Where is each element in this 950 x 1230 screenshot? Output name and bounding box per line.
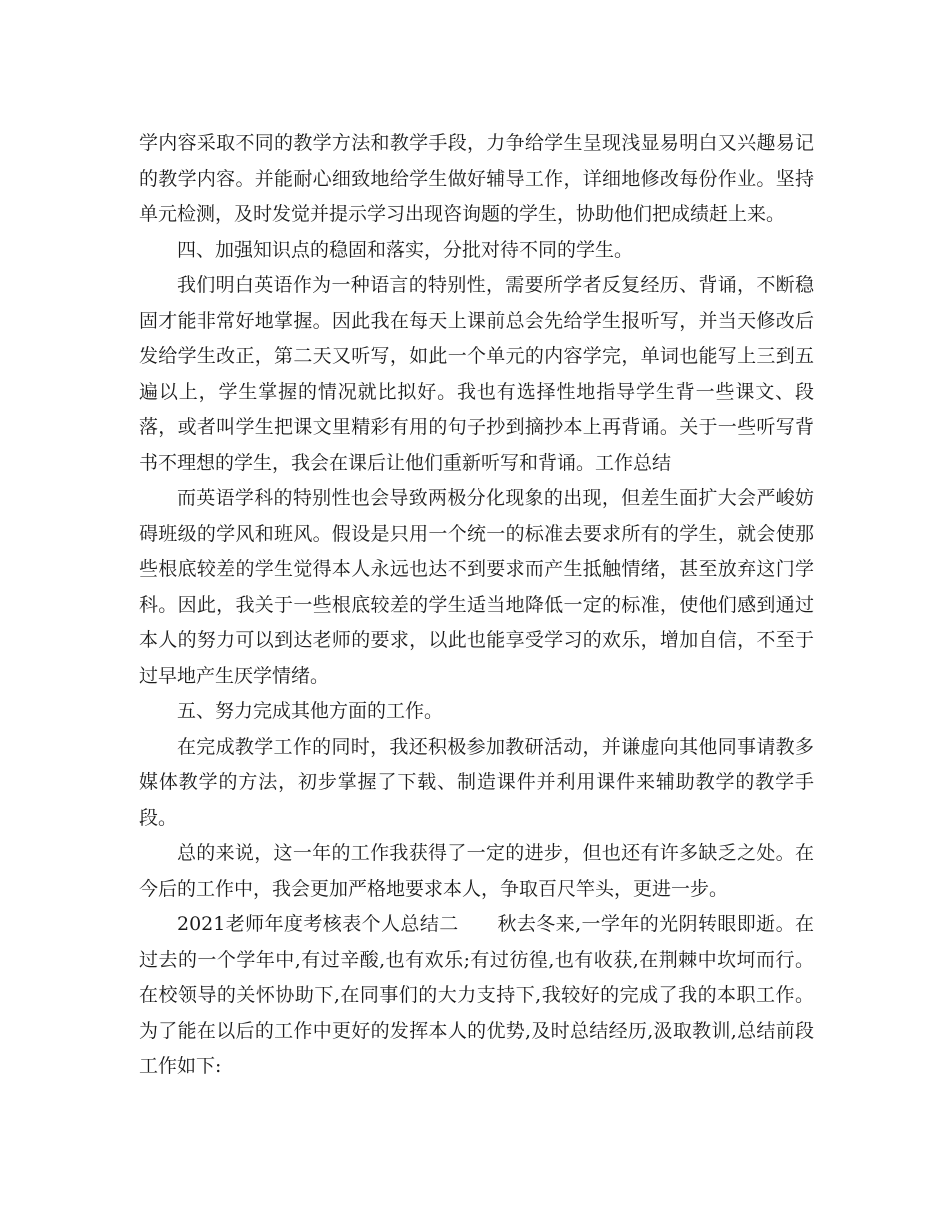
paragraph: 总的来说，这一年的工作我获得了一定的进步，但也还有许多缺乏之处。在今后的工作中，我会更加严格地要求本人，争取百尺竿头，更进一步。 — [139, 842, 814, 900]
section-heading: 五、努力完成其他方面的工作。 — [177, 700, 444, 722]
paragraph: 我们明白英语作为一种语言的特别性，需要所学者反复经历、背诵，不断稳固才能非常好地掌握。因此我在每天上课前总会先给学生报听写，并当天修改后发给学生改正，第二天又听写，如此一个单元的内容学完，单词也能写上三到五遍以上，学生掌握的情况就比拟好。我也有选择性地指导学生背一些课文、段落，或者叫学生把课文里精彩有用的句子抄到摘抄本上再背诵。关于一些听写背书不理想的学生，我会在课后让他们重新听写和背诵。工作总结 — [139, 274, 814, 474]
paragraph: 而英语学科的特别性也会导致两极分化现象的出现，但差生面扩大会严峻妨碍班级的学风和班风。假设是只用一个统一的标准去要求所有的学生，就会使那些根底较差的学生觉得本人永远也达不到要求而产生抵触情绪，甚至放弃这门学科。因此，我关于一些根底较差的学生适当地降低一定的标准，使他们感到通过本人的努力可以到达老师的要求，以此也能享受学习的欢乐，增加自信，不至于过早地产生厌学情绪。 — [139, 487, 814, 687]
paragraph: 2021老师年度考核表个人总结二 秋去冬来,一学年的光阴转眼即逝。在过去的一个学年中,有过辛酸,也有欢乐;有过彷徨,也有收获,在荆棘中坎坷而行。在校领导的关怀协助下,在同事们的大力支持下,我较好的完成了我的本职工作。为了能在以后的工作中更好的发挥本人的优势,及时总结经历,汲取教训,总结前段工作如下: — [139, 913, 814, 1077]
section-heading: 四、加强知识点的稳固和落实，分批对待不同的学生。 — [177, 238, 634, 261]
document-body — [139, 126, 814, 1085]
paragraph: 在完成教学工作的同时，我还积极参加教研活动，并谦虚向其他同事请教多媒体教学的方法，初步掌握了下载、制造课件并利用课件来辅助教学的教学手段。 — [139, 735, 814, 829]
paragraph: 学内容采取不同的教学方法和教学手段，力争给学生呈现浅显易明白又兴趣易记的教学内容。并能耐心细致地给学生做好辅导工作，详细地修改每份作业。坚持单元检测，及时发觉并提示学习出现咨询题的学生，协助他们把成绩赶上来。 — [139, 132, 814, 225]
